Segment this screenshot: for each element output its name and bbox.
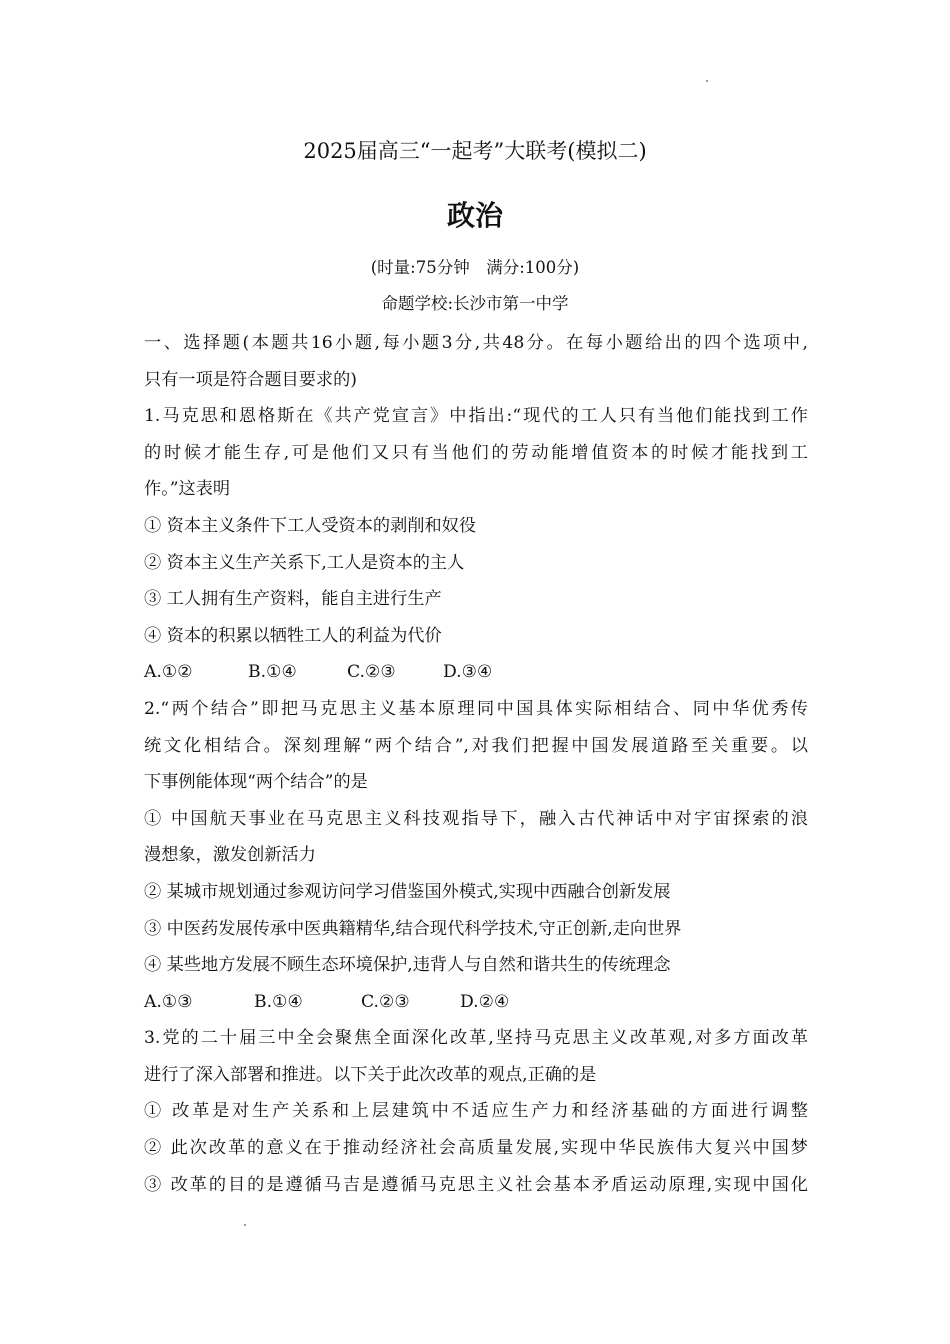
q1-choice-b: B.①④ xyxy=(248,662,297,683)
q3-option-1: ① 改革是对生产关系和上层建筑中不适应生产力和经济基础的方面进行调整 xyxy=(144,1101,808,1122)
q2-choice-d: D.②④ xyxy=(460,991,510,1012)
question-body xyxy=(144,325,808,1203)
q1-stem-line1: 1.马克思和恩格斯在《共产党宣言》中指出:“现代的工人只有当他们能找到工作 xyxy=(144,406,808,427)
q1-option-3: ③ 工人拥有生产资料，能自主进行生产 xyxy=(144,589,442,610)
q2-choice-c: C.②③ xyxy=(361,991,410,1012)
q1-stem-line2: 的时候才能生存,可是他们又只有当他们的劳动能增值资本的时候才能找到工 xyxy=(144,442,808,463)
q2-option-3: ③ 中医药发展传承中医典籍精华,结合现代科学技术,守正创新,走向世界 xyxy=(144,918,682,939)
q2-option-1-line2: 漫想象，激发创新活力 xyxy=(144,845,316,866)
section-instruction-line2: 只有一项是符合题目要求的) xyxy=(144,369,357,390)
section-instruction-line1: 一、选择题(本题共16小题,每小题3分,共48分。在每小题给出的四个选项中, xyxy=(144,333,808,353)
q3-stem-line2: 进行了深入部署和推进。以下关于此次改革的观点,正确的是 xyxy=(144,1064,597,1085)
q2-choice-b: B.①④ xyxy=(254,991,303,1012)
q1-choice-d: D.③④ xyxy=(443,662,493,683)
q1-stem-line3: 作。”这表明 xyxy=(144,479,231,500)
q1-choice-c: C.②③ xyxy=(347,662,396,683)
q1-choices xyxy=(144,654,808,691)
q2-choices xyxy=(144,984,808,1021)
q2-stem-line2: 统文化相结合。深刻理解“两个结合”,对我们把握中国发展道路至关重要。以 xyxy=(144,735,808,756)
exam-title: 2025届高三“一起考”大联考(模拟二) xyxy=(303,139,647,163)
q3-option-3: ③ 改革的目的是遵循马吉是遵循马克思主义社会基本矛盾运动原理,实现中国化 xyxy=(144,1174,808,1195)
q2-stem-line1: 2.“两个结合”即把马克思主义基本原理同中国具体实际相结合、同中华优秀传 xyxy=(144,698,808,719)
q2-option-2: ② 某城市规划通过参观访问学习借鉴国外模式,实现中西融合创新发展 xyxy=(144,881,671,902)
q2-choice-a: A.①③ xyxy=(144,991,193,1012)
time-info: (时量:75分钟 满分:100分) xyxy=(370,258,580,277)
scan-speck xyxy=(244,1224,246,1226)
q1-option-1: ① 资本主义条件下工人受资本的剥削和奴役 xyxy=(144,515,477,536)
school-info: 命题学校:长沙市第一中学 xyxy=(381,294,569,313)
subject-title: 政治 xyxy=(446,199,503,232)
q1-choice-a: A.①② xyxy=(144,662,193,683)
scan-speck xyxy=(706,80,708,82)
q3-option-2: ② 此次改革的意义在于推动经济社会高质量发展,实现中华民族伟大复兴中国梦 xyxy=(144,1138,808,1159)
q3-stem-line1: 3.党的二十届三中全会聚焦全面深化改革,坚持马克思主义改革观,对多方面改革 xyxy=(144,1028,808,1049)
q2-option-4: ④ 某些地方发展不顾生态环境保护,违背人与自然和谐共生的传统理念 xyxy=(144,955,671,976)
q1-option-2: ② 资本主义生产关系下,工人是资本的主人 xyxy=(144,552,465,573)
q1-option-4: ④ 资本的积累以牺牲工人的利益为代价 xyxy=(144,625,442,646)
q2-stem-line3: 下事例能体现“两个结合”的是 xyxy=(144,772,368,793)
q2-option-1-line1: ① 中国航天事业在马克思主义科技观指导下，融入古代神话中对宇宙探索的浪 xyxy=(144,808,808,829)
